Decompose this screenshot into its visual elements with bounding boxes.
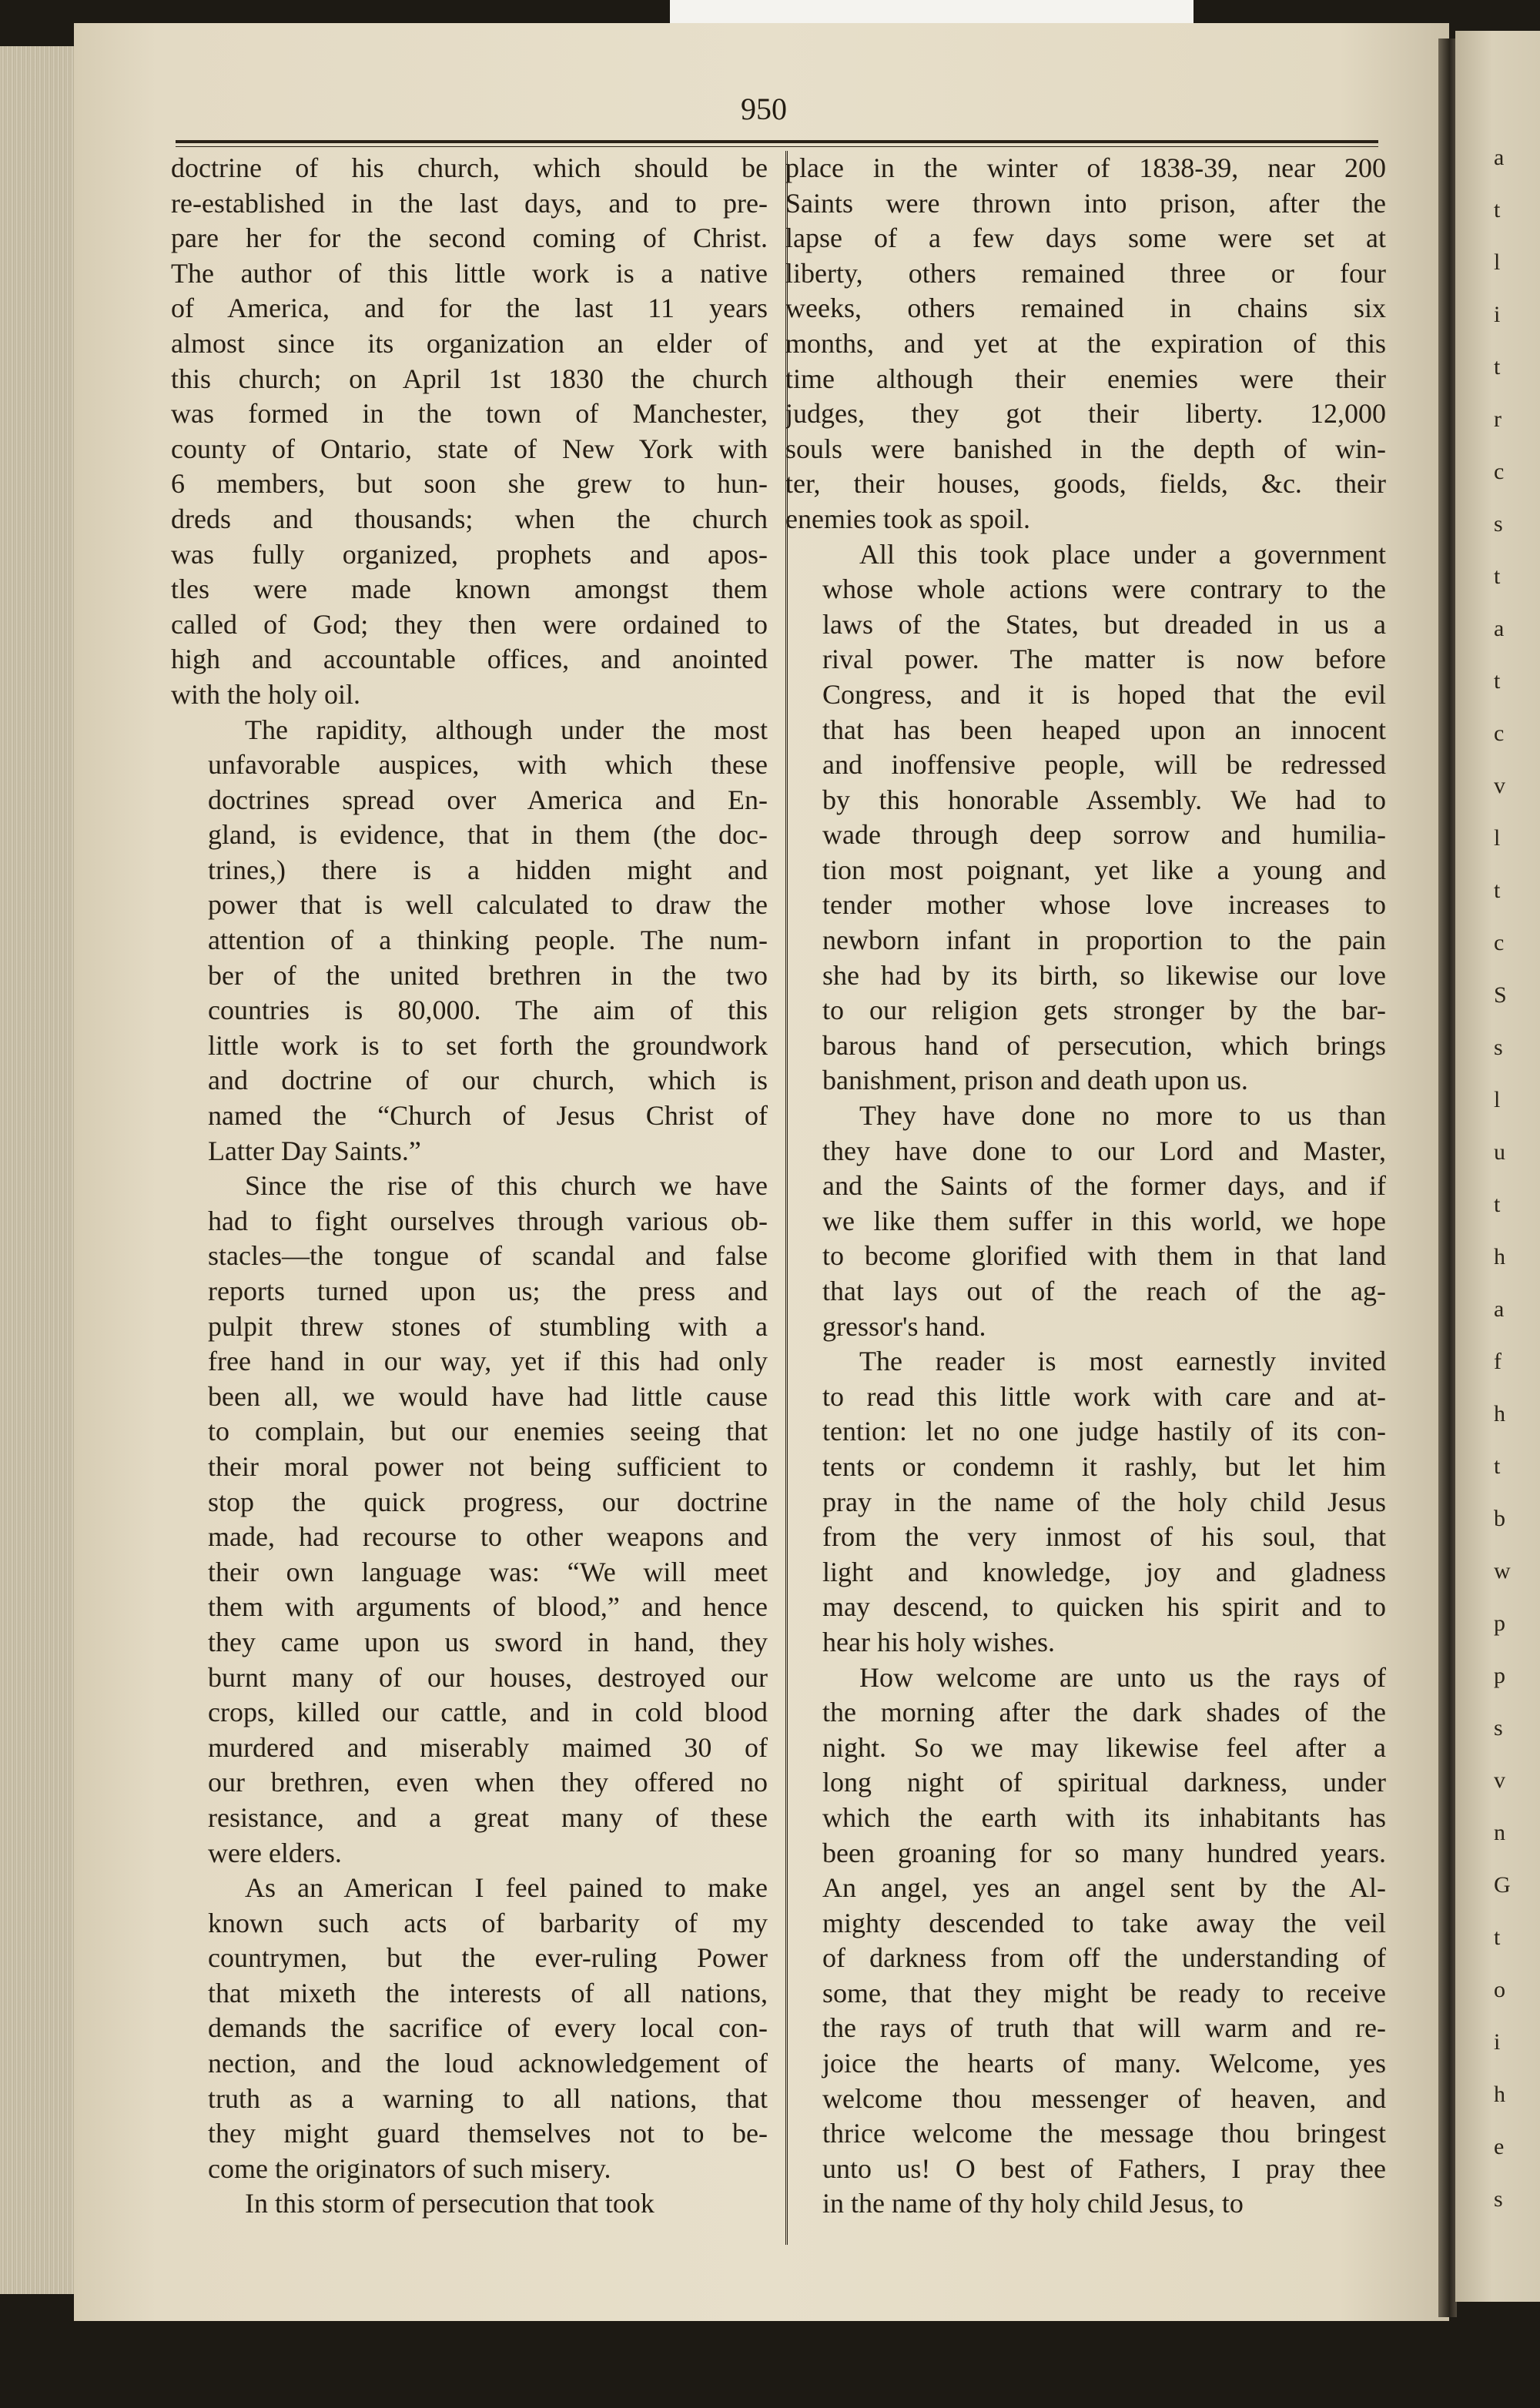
paragraph — [785, 1344, 1386, 1660]
text-line: county of Ontario, state of New York with — [171, 433, 768, 464]
adjacent-page-letter: n — [1494, 1820, 1505, 1845]
text-line: joice the hearts of many. Welcome, yes — [822, 2048, 1386, 2079]
text-line: attention of a thinking people. The num- — [208, 925, 768, 956]
text-line: The author of this little work is a native — [171, 257, 768, 289]
text-line: gland, is evidence, that in them (the doc- — [208, 819, 768, 851]
text-line: mighty descended to take away the veil — [822, 1907, 1386, 1938]
text-line: enemies took as spoil. — [785, 503, 1030, 534]
text-line: to our religion gets stronger by the bar- — [822, 995, 1386, 1026]
text-line: crops, killed our cattle, and in cold blood — [208, 1697, 768, 1728]
text-line: our brethren, even when they offered no — [208, 1767, 768, 1798]
left-text-column — [171, 151, 768, 2260]
adjacent-page-letter: t — [1494, 354, 1501, 380]
text-line: Saints were thrown into prison, after the — [785, 187, 1386, 219]
adjacent-page-letter: c — [1494, 459, 1505, 484]
text-line: judges, they got their liberty. 12,000 — [785, 398, 1386, 430]
text-line: doctrine of his church, which should be — [171, 152, 768, 183]
page-number: 950 — [741, 92, 787, 126]
text-line: was fully organized, prophets and apos- — [171, 538, 768, 570]
text-line: souls were banished in the depth of win- — [785, 433, 1386, 464]
paragraph — [171, 1169, 768, 1871]
text-line: which the earth with its inhabitants has — [822, 1801, 1386, 1833]
text-line: that has been heaped upon an innocent — [822, 714, 1386, 745]
adjacent-page-letter: u — [1494, 1139, 1505, 1165]
adjacent-page-letter: t — [1494, 1925, 1501, 1950]
text-line: welcome thou messenger of heaven, and — [822, 2082, 1386, 2114]
text-line: their own language was: “We will meet — [208, 1556, 768, 1587]
text-line: that mixeth the interests of all nations, — [208, 1977, 768, 2008]
paragraph — [785, 151, 1386, 537]
text-line: stop the quick progress, our doctrine — [208, 1486, 768, 1517]
text-line: known such acts of barbarity of my — [208, 1907, 768, 1938]
text-line: long night of spiritual darkness, under — [822, 1767, 1386, 1798]
text-line: by this honorable Assembly. We had to — [822, 784, 1386, 815]
adjacent-page-letter: s — [1494, 2186, 1503, 2212]
text-line: to complain, but our enemies seeing that — [208, 1416, 768, 1447]
text-line: named the “Church of Jesus Christ of — [208, 1100, 768, 1132]
adjacent-page-letter: S — [1494, 982, 1507, 1008]
text-line: little work is to set forth the groundwork — [208, 1029, 768, 1061]
adjacent-page-letter: t — [1494, 564, 1501, 589]
text-line: They have done no more to us than — [859, 1100, 1386, 1132]
text-line: burnt many of our houses, destroyed our — [208, 1661, 768, 1693]
text-line: to read this little work with care and at- — [822, 1380, 1386, 1412]
adjacent-page-letter: s — [1494, 511, 1503, 537]
text-line: murdered and miserably maimed 30 of — [208, 1731, 768, 1763]
text-line: The reader is most earnestly invited — [859, 1346, 1386, 1377]
text-line: place in the winter of 1838-39, near 200 — [785, 152, 1386, 183]
text-line: newborn infant in proportion to the pain — [822, 925, 1386, 956]
text-line: ber of the united brethren in the two — [208, 959, 768, 991]
text-line: whose whole actions were contrary to the — [822, 574, 1386, 605]
adjacent-page-letter: l — [1494, 249, 1501, 275]
text-line: high and accountable offices, and anointed — [171, 644, 768, 675]
adjacent-page-letter: a — [1494, 616, 1505, 641]
text-line: months, and yet at the expiration of this — [785, 327, 1386, 359]
adjacent-page-letter: o — [1494, 1977, 1505, 2002]
text-line: resistance, and a great many of these — [208, 1801, 768, 1833]
adjacent-page-letter: f — [1494, 1349, 1502, 1374]
text-line: with the holy oil. — [171, 678, 360, 710]
text-line: reports turned upon us; the press and — [208, 1276, 768, 1306]
text-line: free hand in our way, yet if this had only — [208, 1346, 768, 1377]
paragraph — [171, 1871, 768, 2186]
book-fore-edge — [0, 46, 75, 2294]
paragraph — [171, 2186, 768, 2222]
text-line: unfavorable auspices, with which these — [208, 749, 768, 781]
text-line: As an American I feel pained to make — [245, 1872, 768, 1904]
text-line: them with arguments of blood,” and hence — [208, 1591, 768, 1623]
adjacent-page-letter: t — [1494, 878, 1501, 903]
text-line: been all, we would have had little cause — [208, 1380, 768, 1412]
text-line: lapse of a few days some were set at — [785, 222, 1386, 254]
text-line: from the very inmost of his soul, that — [822, 1521, 1386, 1553]
text-line: night. So we may likewise feel after a — [822, 1731, 1386, 1763]
text-line: ter, their houses, goods, fields, &c. their — [785, 468, 1386, 500]
text-line: pulpit threw stones of stumbling with a — [208, 1310, 768, 1342]
adjacent-page-letter: G — [1494, 1872, 1511, 1898]
text-line: tention: let no one judge hastily of its con- — [822, 1416, 1386, 1447]
text-line: The rapidity, although under the most — [245, 714, 768, 745]
adjacent-page-letter: h — [1494, 1244, 1505, 1269]
text-line: were elders. — [208, 1837, 342, 1868]
text-line: tender mother whose love increases to — [822, 889, 1386, 921]
adjacent-page-letter: a — [1494, 145, 1505, 170]
text-line: light and knowledge, joy and gladness — [822, 1556, 1386, 1587]
adjacent-page-letter: t — [1494, 1453, 1501, 1479]
adjacent-page-letter: t — [1494, 197, 1501, 222]
text-line: they have done to our Lord and Master, — [822, 1135, 1386, 1166]
text-line: time although their enemies were their — [785, 363, 1386, 394]
adjacent-page-letter: s — [1494, 1035, 1503, 1060]
right-text-column — [785, 151, 1386, 2260]
paragraph — [171, 713, 768, 1169]
adjacent-page-letter: s — [1494, 1715, 1503, 1741]
text-line: trines,) there is a hidden might and — [208, 854, 768, 885]
text-line: doctrines spread over America and En- — [208, 784, 768, 815]
paragraph — [785, 537, 1386, 1099]
text-line: that lays out of the reach of the ag- — [822, 1276, 1386, 1306]
text-line: was formed in the town of Manchester, — [171, 398, 768, 430]
text-line: the rays of truth that will warm and re- — [822, 2012, 1386, 2044]
text-line: we like them suffer in this world, we hope — [822, 1205, 1386, 1236]
adjacent-page-letter: c — [1494, 930, 1505, 955]
paragraph — [171, 151, 768, 713]
text-line: re-established in the last days, and to pre- — [171, 187, 768, 219]
text-line: demands the sacrifice of every local con- — [208, 2012, 768, 2044]
text-line: they came upon us sword in hand, they — [208, 1626, 768, 1657]
text-line: How welcome are unto us the rays of — [859, 1661, 1386, 1693]
text-line: their moral power not being sufficient to — [208, 1450, 768, 1482]
text-line: In this storm of persecution that took — [245, 2188, 654, 2219]
adjacent-page-letter: r — [1494, 406, 1502, 432]
adjacent-page-letter: i — [1494, 302, 1501, 327]
book-gutter — [1438, 38, 1457, 2317]
text-line: gressor's hand. — [822, 1310, 986, 1342]
text-line: All this took place under a government — [859, 538, 1386, 570]
text-line: truth as a warning to all nations, that — [208, 2082, 768, 2114]
text-line: in the name of thy holy child Jesus, to — [822, 2188, 1244, 2219]
text-line: may descend, to quicken his spirit and to — [822, 1591, 1386, 1623]
text-line: tion most poignant, yet like a young and — [822, 854, 1386, 885]
text-line: pare her for the second coming of Christ. — [171, 222, 768, 254]
text-line: called of God; they then were ordained to — [171, 608, 768, 640]
text-line: power that is well calculated to draw the — [208, 889, 768, 921]
text-line: the morning after the dark shades of the — [822, 1697, 1386, 1728]
text-line: thrice welcome the message thou bringest — [822, 2118, 1386, 2149]
text-line: tents or condemn it rashly, but let him — [822, 1450, 1386, 1482]
text-line: they might guard themselves not to be- — [208, 2118, 768, 2149]
text-line: 6 members, but soon she grew to hun- — [171, 468, 768, 500]
text-line: made, had recourse to other weapons and — [208, 1521, 768, 1553]
adjacent-page-edge — [1455, 31, 1540, 2302]
text-line: had to fight ourselves through various ob- — [208, 1205, 768, 1236]
text-line: weeks, others remained in chains six — [785, 293, 1386, 324]
text-line: this church; on April 1st 1830 the church — [171, 363, 768, 394]
text-line: dreds and thousands; when the church — [171, 503, 768, 534]
header-rule — [176, 140, 1378, 143]
adjacent-page-letter: e — [1494, 2134, 1505, 2159]
text-line: and doctrine of our church, which is — [208, 1065, 768, 1096]
adjacent-page-letter: v — [1494, 1768, 1505, 1793]
adjacent-page-letter: i — [1494, 2029, 1501, 2055]
text-line: and inoffensive people, will be redressed — [822, 749, 1386, 781]
adjacent-page-letter: b — [1494, 1506, 1505, 1531]
adjacent-page-letter: h — [1494, 1401, 1505, 1426]
text-line: hear his holy wishes. — [822, 1626, 1055, 1657]
text-line: and the Saints of the former days, and if — [822, 1170, 1386, 1202]
paragraph — [785, 1099, 1386, 1344]
adjacent-page-letter: h — [1494, 2082, 1505, 2107]
text-line: nection, and the loud acknowledgement of — [208, 2048, 768, 2079]
text-line: of darkness from off the understanding of — [822, 1942, 1386, 1974]
text-line: Since the rise of this church we have — [245, 1170, 768, 1202]
text-line: barous hand of persecution, which brings — [822, 1029, 1386, 1061]
adjacent-page-letter: a — [1494, 1296, 1505, 1322]
text-line: countrymen, but the ever-ruling Power — [208, 1942, 768, 1974]
text-line: tles were made known amongst them — [171, 574, 768, 605]
text-line: almost since its organization an elder of — [171, 327, 768, 359]
adjacent-page-letter: w — [1494, 1558, 1511, 1584]
adjacent-page-letter: t — [1494, 668, 1501, 694]
text-line: stacles—the tongue of scandal and false — [208, 1240, 768, 1272]
adjacent-page-letter: c — [1494, 721, 1505, 746]
text-line: pray in the name of the holy child Jesus — [822, 1486, 1386, 1517]
header-rule-thin — [176, 146, 1378, 147]
text-line: rival power. The matter is now before — [822, 644, 1386, 675]
adjacent-page-letter: l — [1494, 1087, 1501, 1112]
text-line: been groaning for so many hundred years. — [822, 1837, 1386, 1868]
text-line: she had by its birth, so likewise our love — [822, 959, 1386, 991]
text-line: of America, and for the last 11 years — [171, 293, 768, 324]
text-line: come the originators of such misery. — [208, 2152, 611, 2184]
text-line: unto us! O best of Fathers, I pray thee — [822, 2152, 1386, 2184]
text-line: banishment, prison and death upon us. — [822, 1065, 1248, 1096]
text-line: countries is 80,000. The aim of this — [208, 995, 768, 1026]
adjacent-page-letter: p — [1494, 1663, 1505, 1688]
text-line: laws of the States, but dreaded in us a — [822, 608, 1386, 640]
text-line: Congress, and it is hoped that the evil — [822, 678, 1386, 710]
adjacent-page-letter: t — [1494, 1192, 1501, 1217]
adjacent-page-letter: l — [1494, 825, 1501, 851]
text-line: some, that they might be ready to receive — [822, 1977, 1386, 2008]
text-line: An angel, yes an angel sent by the Al- — [822, 1872, 1386, 1904]
adjacent-page-letter: v — [1494, 773, 1505, 798]
text-line: Latter Day Saints.” — [208, 1135, 421, 1166]
text-line: wade through deep sorrow and humilia- — [822, 819, 1386, 851]
text-line: liberty, others remained three or four — [785, 257, 1386, 289]
adjacent-page-letter: p — [1494, 1610, 1505, 1636]
paragraph — [785, 1661, 1386, 2222]
text-line: to become glorified with them in that land — [822, 1240, 1386, 1272]
